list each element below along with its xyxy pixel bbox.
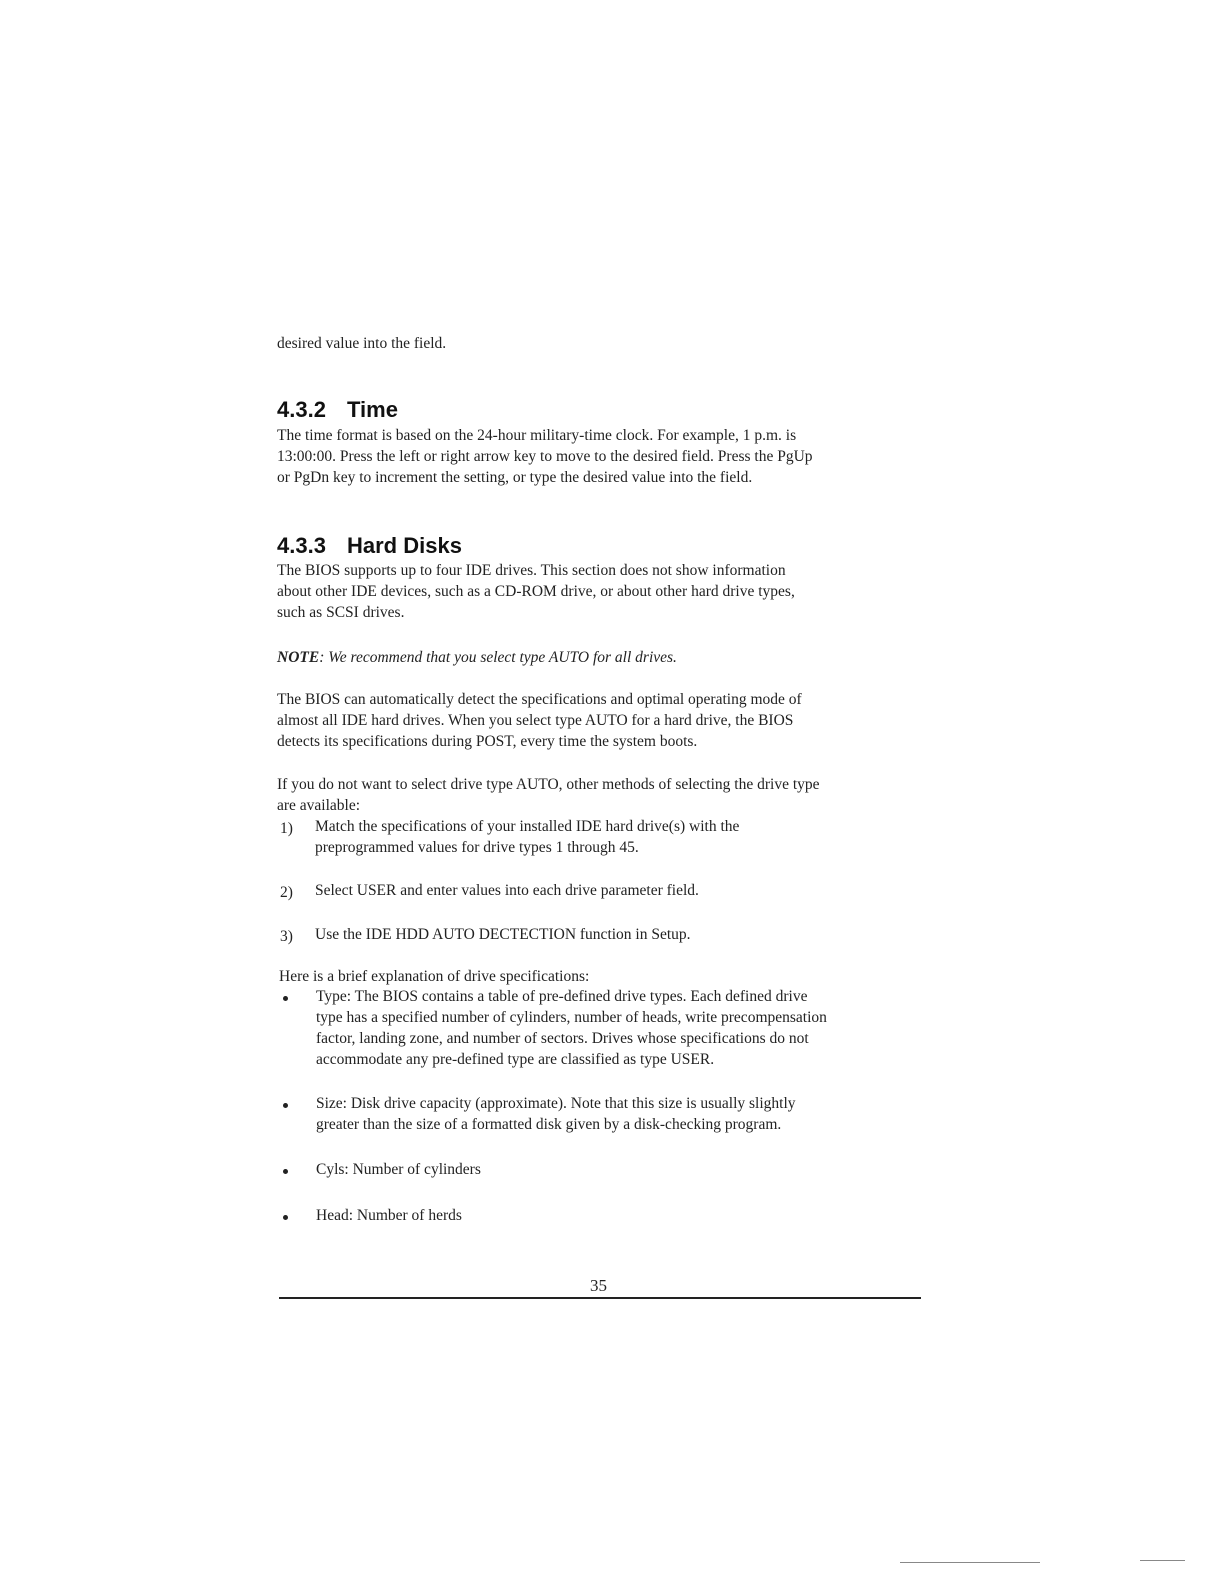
heading-hard-disks [277,533,462,559]
hd-para3-line: If you do not want to select drive type AUTO, other methods of selecting the drive type [277,776,820,793]
page-number: 35 [590,1276,607,1295]
list-marker: 2) [280,884,293,901]
note [277,647,677,668]
bullet-dot [283,1215,288,1220]
scan-artifact [900,1562,1040,1563]
list-item-line: preprogrammed values for drive types 1 through 45. [315,839,639,856]
list-item-line: Use the IDE HDD AUTO DECTECTION function in Setup. [315,926,691,943]
note-text: : We recommend that you select type AUTO for all drives. [319,649,677,666]
hd-para1-line: The BIOS supports up to four IDE drives. This section does not show information [277,562,786,579]
bullet-line: type has a specified number of cylinders, number of heads, write precompensation [316,1009,827,1026]
heading-number: 4.3.3 [277,533,326,558]
hd-para3-line: are available: [277,797,361,814]
heading-title: Hard Disks [347,533,462,558]
list-item-line: Match the specifications of your installed IDE hard drive(s) with the [315,818,740,835]
bullet-dot [283,1103,288,1108]
bullet-line: factor, landing zone, and number of sectors. Drives whose specifications do not [316,1030,809,1047]
time-line: 13:00:00. Press the left or right arrow key to move to the desired field. Press the PgUp [277,448,813,465]
bullet-line: greater than the size of a formatted disk given by a disk-checking program. [316,1116,782,1133]
bullet-line: Size: Disk drive capacity (approximate). Note that this size is usually slightly [316,1095,796,1112]
hd-para1-line: such as SCSI drives. [277,604,405,621]
bullet-dot [283,996,288,1001]
bullet-line: Head: Number of herds [316,1207,462,1224]
heading-number: 4.3.2 [277,397,326,422]
scan-artifact [1140,1560,1185,1561]
intro-text: desired value into the field. [277,335,447,352]
time-line: The time format is based on the 24-hour military-time clock. For example, 1 p.m. is [277,427,797,444]
hd-para4: Here is a brief explanation of drive specifications: [279,968,590,985]
note-label: NOTE [277,649,320,666]
hd-para1-line: about other IDE devices, such as a CD-ROM drive, or about other hard drive types, [277,583,795,600]
list-item-line: Select USER and enter values into each drive parameter field. [315,882,699,899]
bullet-line: accommodate any pre-defined type are classified as type USER. [316,1051,715,1068]
list-marker: 3) [280,928,293,945]
bullet-dot [283,1169,288,1174]
hd-para2-line: detects its specifications during POST, every time the system boots. [277,733,698,750]
footer-rule [279,1297,921,1299]
time-line: or PgDn key to increment the setting, or type the desired value into the field. [277,469,753,486]
list-marker: 1) [280,820,293,837]
hd-para2-line: The BIOS can automatically detect the specifications and optimal operating mode of [277,691,802,708]
hd-para2-line: almost all IDE hard drives. When you select type AUTO for a hard drive, the BIOS [277,712,794,729]
heading-time [277,397,398,423]
bullet-line: Cyls: Number of cylinders [316,1161,481,1178]
heading-title: Time [347,397,398,422]
bullet-line: Type: The BIOS contains a table of pre-defined drive types. Each defined drive [316,988,808,1005]
